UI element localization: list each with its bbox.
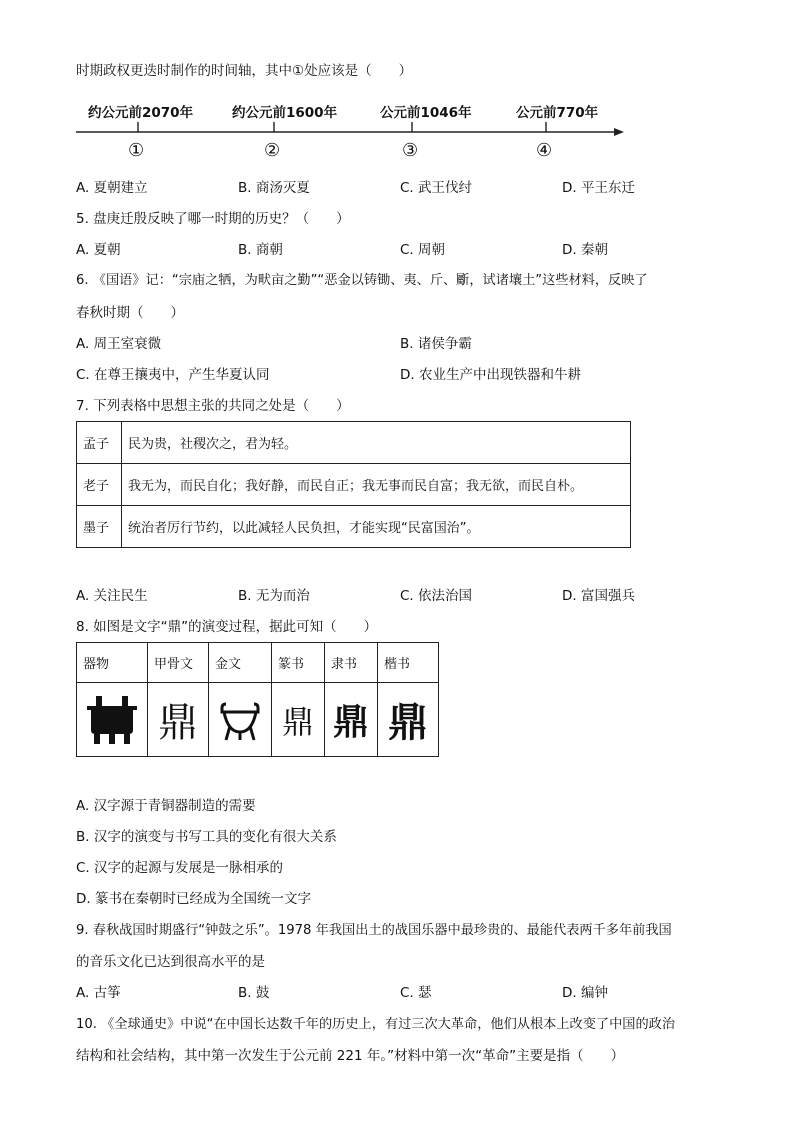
q9-option-a: A. 古筝 <box>76 985 121 1001</box>
q7-name-cell: 墨子 <box>77 506 122 548</box>
q8-option-d: D. 篆书在秦朝时已经成为全国统一文字 <box>76 891 311 907</box>
q4-option-b: B. 商汤灭夏 <box>238 180 310 196</box>
q9-option-b: B. 鼓 <box>238 985 270 1001</box>
q7-option-b: B. 无为而治 <box>238 588 310 604</box>
seal-ding-glyph: 鼎 <box>281 702 314 741</box>
timeline-label-2: 约公元前1600年 <box>232 105 338 121</box>
q6-option-a: A. 周王室衰微 <box>76 336 162 352</box>
table-row <box>77 464 631 506</box>
oracle-ding-glyph: 鼎 <box>158 700 198 746</box>
q8-header-vessel: 器物 <box>77 643 148 683</box>
timeline-label-1: 约公元前2070年 <box>88 105 194 121</box>
q10-stem-line1: 10. 《全球通史》中说“在中国长达数千年的历史上，有过三次大革命，他们从根本上改变了中国的政治 <box>76 1017 676 1032</box>
q8-bronze-cell <box>209 683 272 757</box>
q6-option-b: B. 诸侯争霸 <box>400 336 472 352</box>
q7-table <box>76 421 631 548</box>
q6-option-d: D. 农业生产中出现铁器和牛耕 <box>400 367 581 383</box>
q4-option-a: A. 夏朝建立 <box>76 180 148 196</box>
q5-option-a: A. 夏朝 <box>76 242 121 258</box>
q4-stem: 时期政权更迭时制作的时间轴，其中①处应该是（ ） <box>76 63 413 79</box>
q8-stem: 8. 如图是文字“鼎”的演变过程，据此可知（ ） <box>76 619 378 635</box>
q8-option-b: B. 汉字的演变与书写工具的变化有很大关系 <box>76 829 337 845</box>
q5-option-c: C. 周朝 <box>400 242 446 258</box>
q7-stem: 7. 下列表格中思想主张的共同之处是（ ） <box>76 398 350 414</box>
q5-stem: 5. 盘庚迁殷反映了哪一时期的历史？（ ） <box>76 211 350 227</box>
q8-option-a: A. 汉字源于青铜器制造的需要 <box>76 798 256 814</box>
q8-oracle-cell <box>148 683 209 757</box>
q8-vessel-cell <box>77 683 148 757</box>
q7-text-cell: 民为贵，社稷次之，君为轻。 <box>122 422 631 464</box>
q4-option-d: D. 平王东迁 <box>562 180 635 196</box>
timeline-label-3: 公元前1046年 <box>380 105 472 121</box>
q8-option-c: C. 汉字的起源与发展是一脉相承的 <box>76 860 284 876</box>
table-row <box>77 506 631 548</box>
q8-seal-cell <box>272 683 325 757</box>
q8-header-seal: 篆书 <box>272 643 325 683</box>
q6-option-c: C. 在尊王攘夷中，产生华夏认同 <box>76 367 270 383</box>
q8-clerical-cell <box>325 683 378 757</box>
timeline-axis <box>76 118 628 142</box>
q5-option-d: D. 秦朝 <box>562 242 608 258</box>
q4-option-c: C. 武王伐纣 <box>400 180 473 196</box>
table-row <box>77 422 631 464</box>
table-row <box>77 683 439 757</box>
clerical-ding-glyph: 鼎 <box>332 702 369 743</box>
q6-stem-line1: 6. 《国语》记：“宗庙之牺，为畎亩之勤”“恶金以铸锄、夷、斤、斸，试诸壤土”这些材料，反映了 <box>76 273 648 288</box>
timeline-label-4: 公元前770年 <box>516 105 599 121</box>
timeline-marker-3: ③ <box>402 140 419 161</box>
q9-option-d: D. 编钟 <box>562 985 608 1001</box>
q7-text-cell: 统治者厉行节约，以此减轻人民负担，才能实现“民富国治”。 <box>122 506 631 548</box>
q8-header-clerical: 隶书 <box>325 643 378 683</box>
q7-name-cell: 孟子 <box>77 422 122 464</box>
q9-stem-line2: 的音乐文化已达到很高水平的是 <box>76 954 265 970</box>
table-row <box>77 643 439 683</box>
q7-text-cell: 我无为，而民自化；我好静，而民自正；我无事而民自富；我无欲，而民自朴。 <box>122 464 631 506</box>
q9-stem-line1: 9. 春秋战国时期盛行“钟鼓之乐”。1978 年我国出土的战国乐器中最珍贵的、最能代表两千多年前我国 <box>76 923 672 938</box>
ding-vessel-icon <box>83 694 141 746</box>
q8-header-oracle: 甲骨文 <box>148 643 209 683</box>
regular-ding-glyph: 鼎 <box>388 699 428 746</box>
timeline-marker-2: ② <box>264 140 281 161</box>
bronze-ding-icon <box>218 698 262 742</box>
q8-header-regular: 楷书 <box>378 643 439 683</box>
q6-stem-line2: 春秋时期（ ） <box>76 305 184 321</box>
q8-header-bronze: 金文 <box>209 643 272 683</box>
q7-option-c: C. 依法治国 <box>400 588 473 604</box>
q8-regular-cell <box>378 683 439 757</box>
timeline-marker-4: ④ <box>536 140 553 161</box>
q7-option-a: A. 关注民生 <box>76 588 148 604</box>
q10-stem-line2: 结构和社会结构，其中第一次发生于公元前 221 年。”材料中第一次“革命”主要是指（ ） <box>76 1048 625 1064</box>
q9-option-c: C. 瑟 <box>400 985 432 1001</box>
q7-option-d: D. 富国强兵 <box>562 588 635 604</box>
q5-option-b: B. 商朝 <box>238 242 283 258</box>
timeline-marker-1: ① <box>128 140 145 161</box>
q8-table <box>76 642 439 757</box>
q7-name-cell: 老子 <box>77 464 122 506</box>
